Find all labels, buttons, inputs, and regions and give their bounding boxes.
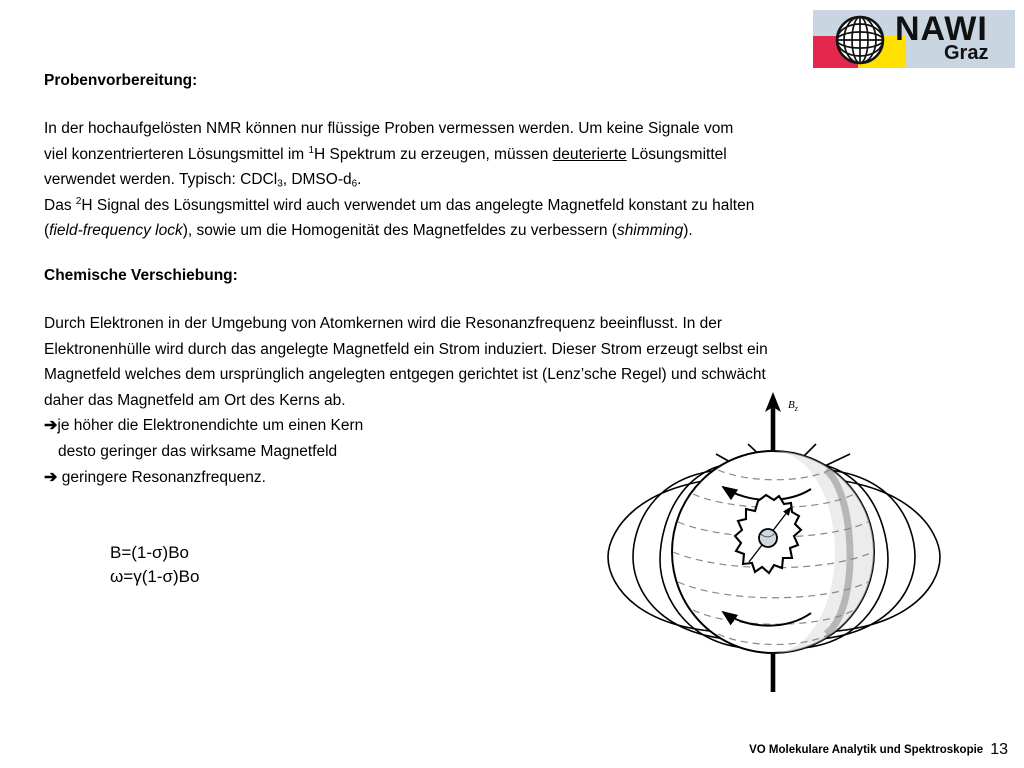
section2-line-3: Magnetfeld welches dem ursprünglich angelegten entgegen gerichtet ist (Lenz’sche Regel) und schwächt: [44, 366, 766, 384]
emphasis-deuterierte: deuterierte: [552, 145, 627, 163]
paragraph-line-1: In der hochaufgelösten NMR können nur flüssige Proben vermessen werden. Um keine Signale vom: [44, 120, 734, 137]
formula-block: [110, 541, 199, 589]
line4-part-a: Das: [44, 196, 76, 214]
shielding-sphere-diagram: [598, 382, 998, 722]
line2-part-a: viel konzentrierteren Lösungsmittel im: [44, 145, 309, 163]
bz-label-base: B: [788, 399, 795, 411]
paragraph-line-5: [44, 218, 984, 244]
section2-line-2: Elektronenhülle wird durch das angelegte Magnetfeld ein Strom induziert. Dieser Strom erzeugt selbst ein: [44, 340, 768, 358]
line5-part-c: ).: [683, 222, 693, 240]
paragraph-line-4: [44, 193, 984, 219]
footer-course-title: VO Molekulare Analytik und Spektroskopie: [749, 744, 984, 756]
line2-part-b: H Spektrum zu erzeugen, müssen: [314, 145, 553, 163]
paragraph-line-2: [44, 142, 984, 168]
line4-superscript: 2: [75, 195, 82, 207]
bz-label-subscript: z: [794, 404, 798, 413]
term-shimming: shimming: [616, 222, 684, 240]
line2-part-c: Lösungsmittel: [626, 145, 727, 163]
cdcl3-subscript: 3: [277, 178, 283, 190]
logo-title: NAWI: [895, 10, 988, 48]
spacer: [44, 285, 984, 311]
heading-probenvorbereitung: Probenvorbereitung:: [44, 72, 198, 89]
line5-part-b: ), sowie um die Homogenität des Magnetfeldes zu verbessern (: [182, 222, 617, 240]
section2-line-1: Durch Elektronen in der Umgebung von Atomkernen wird die Resonanzfrequenz beeinflusst. In der: [44, 314, 723, 332]
line2-superscript: 1: [308, 144, 314, 156]
formula-shielded-field: B=(1-σ)Bo: [110, 543, 189, 562]
line4-part-b: H Signal des Lösungsmittel wird auch verwendet um das angelegte Magnetfeld konstant zu halten: [81, 196, 755, 214]
line3-part-b: , DMSO-d: [282, 171, 352, 189]
heading-chemische-verschiebung: Chemische Verschiebung:: [44, 266, 238, 284]
arrow-right-icon: ➔: [44, 468, 58, 486]
line3-part-c: .: [357, 171, 362, 189]
bullet-2-label: desto geringer das wirksame Magnetfeld: [58, 442, 338, 460]
term-field-frequency-lock: field-frequency lock: [49, 222, 183, 240]
bz-label: [788, 399, 799, 413]
bullet-1-label: je höher die Elektronendichte um einen Kern: [57, 417, 364, 435]
nawi-graz-logo: [813, 10, 1015, 68]
logo-subtitle: Graz: [944, 42, 989, 64]
paragraph-line-3: [44, 167, 984, 193]
section2-line-4: daher das Magnetfeld am Ort des Kerns ab.: [44, 391, 346, 409]
dmsod6-subscript: 6: [351, 178, 358, 190]
spacer: [44, 244, 984, 266]
bullet-3-label: geringere Resonanzfrequenz.: [57, 468, 266, 486]
formula-larmor-frequency: ω=γ(1-σ)Bo: [110, 567, 200, 586]
arrow-right-icon: ➔: [44, 417, 58, 435]
nucleus-icon: [759, 529, 777, 547]
slide-footer: [0, 741, 1008, 759]
globe-icon: [835, 15, 885, 65]
line5-part-a: (: [44, 222, 50, 240]
line3-part-a: verwendet werden. Typisch: CDCl: [44, 171, 278, 189]
page-number: 13: [990, 741, 1008, 758]
spacer: [44, 90, 984, 116]
